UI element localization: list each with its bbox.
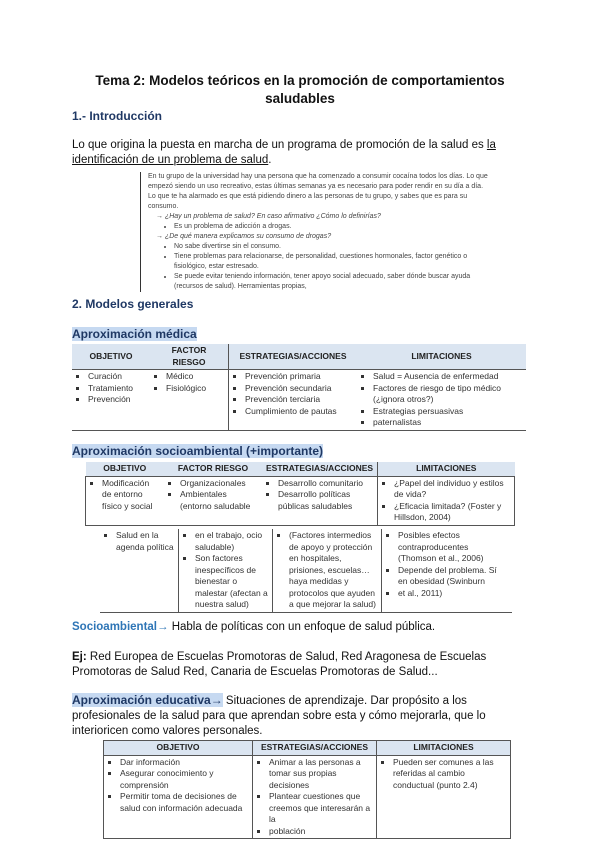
list-item: ▪ et al., 2011) — [398, 588, 508, 600]
list-item: ▪ Asegurar conocimiento y comprensión — [120, 768, 248, 791]
answer-2-list — [148, 242, 488, 292]
table-cell — [104, 755, 253, 839]
col-header: ESTRATEGIAS/ACCIONES — [253, 741, 377, 756]
bullet-list — [108, 757, 248, 815]
list-item: ▪ Curación — [88, 371, 146, 383]
example-label: Ej: — [72, 651, 87, 663]
col-header: OBJETIVO — [86, 462, 165, 476]
list-item: • Se puede evitar teniendo información, tener apoyo social adecuado, saber dónde buscar ayuda (recursos de salud). Herramientas propias, — [174, 272, 488, 292]
list-item: ▪ ¿Eficacia limitada? (Foster y Hillsdon, 2004) — [394, 501, 510, 524]
table-cell — [378, 476, 515, 525]
col-header: LIMITACIONES — [377, 741, 511, 756]
bullet-list — [90, 478, 160, 513]
intro-text: Lo que origina la puesta en marcha de un programa de promoción de la salud es — [72, 139, 487, 151]
answer-1-list — [148, 222, 488, 232]
col-header: FACTOR RIESGO — [164, 462, 262, 476]
list-item: ▪ Factores de riesgo de tipo médico (¿ignora otros?) — [373, 383, 522, 406]
table-cell — [262, 476, 378, 525]
list-item: ▪ Prevención secundaria — [245, 383, 353, 395]
educ-line — [72, 693, 532, 739]
socio-table-top — [85, 462, 515, 526]
col-header: OBJETIVO — [104, 741, 253, 756]
bullet-list — [154, 371, 224, 394]
socio-heading: Aproximación socioambiental (+importante) — [72, 444, 324, 458]
bullet-list — [233, 371, 353, 417]
intro-paragraph — [72, 138, 532, 168]
list-item: ▪ (Factores intermedios de apoyo y protección en hospitales, prisiones, escuelas…haya medidas y protocolos que ayuden a que mejorar la salud) — [289, 530, 377, 611]
socio-label: Socioambiental→ — [72, 621, 169, 633]
col-header: LIMITACIONES — [357, 344, 526, 370]
list-item: ▪ Plantear cuestiones que creemos que interesarán a la — [269, 791, 372, 826]
list-item: ▪ Organizacionales — [180, 478, 258, 490]
question-1: → ¿Hay un problema de salud? En caso afirmativo ¿Cómo lo definirías? — [156, 213, 381, 220]
list-item: ▪ ¿Papel del individuo y estilos de vida? — [394, 478, 510, 501]
list-item: ▪ Pueden ser comunes a las referidas al cambio conductual (punto 2.4) — [393, 757, 506, 792]
socio-line — [72, 620, 532, 635]
list-item: ▪ paternalistas — [373, 417, 522, 429]
list-item: ▪ Prevención terciaria — [245, 394, 353, 406]
table-cell — [100, 529, 179, 612]
socio-text: Habla de políticas con un enfoque de salud pública. — [168, 621, 436, 633]
table-cell — [150, 370, 229, 431]
list-item: ▪ Fisiológico — [166, 383, 224, 395]
example-line — [72, 650, 532, 680]
list-item: ▪ Depende del problema. Sí en obesidad (Swinburn — [398, 565, 508, 588]
bullet-list — [266, 478, 373, 513]
table-cell — [229, 370, 358, 431]
list-item: ▪ Posibles efectos contraproducentes (Thomson et al., 2006) — [398, 530, 508, 565]
list-item: ▪ Permitir toma de decisiones de salud con información adecuada — [120, 791, 248, 814]
bullet-list — [104, 530, 174, 553]
intro-underlined: la identificación de un problema de salud — [72, 139, 496, 166]
col-header: LIMITACIONES — [378, 462, 515, 476]
medical-table — [72, 344, 526, 431]
bullet-list — [381, 757, 506, 792]
list-item: ▪ Salud = Ausencia de enfermedad — [373, 371, 522, 383]
bullet-list — [386, 530, 508, 599]
table-cell — [164, 476, 262, 525]
section-models-heading: 2. Modelos generales — [72, 297, 194, 311]
medical-heading: Aproximación médica — [72, 327, 197, 341]
list-item: ▪ Tratamiento — [88, 383, 146, 395]
list-item: ▪ Prevención — [88, 394, 146, 406]
col-header: OBJETIVO — [72, 344, 150, 370]
list-item: ▪ Cumplimiento de pautas — [245, 406, 353, 418]
bullet-list — [168, 478, 258, 513]
list-item: ▪ Desarrollo comunitario — [278, 478, 373, 490]
socio-table-bottom — [100, 529, 512, 613]
table-cell — [382, 529, 513, 612]
bullet-list — [257, 757, 372, 838]
list-item: ▪ en el trabajo, ocio saludable) — [195, 530, 268, 553]
list-item: ▪ Ambientales (entorno saludable — [180, 489, 258, 512]
question-2: → ¿De qué manera explicamos su consumo de drogas? — [156, 233, 332, 240]
case-text: En tu grupo de la universidad hay una persona que ha comenzado a consumir cocaína todos los días. Lo que empezó siendo un uso recreativo, estas últimas semanas ya es necesario para poder rendir en su día a día. Lo que te ha alarmado es que está pidiendo dinero a las personas de tu grupo, y sabes que es para su consumo. — [148, 173, 488, 210]
list-item: ▪ Salud en la agenda política — [116, 530, 174, 553]
section-intro-heading: 1.- Introducción — [72, 109, 162, 123]
table-cell — [357, 370, 526, 431]
list-item: ▪ Son factores inespecíficos de bienestar o malestar (afectan a nuestra salud) — [195, 553, 268, 611]
table-cell — [179, 529, 273, 612]
bullet-list — [277, 530, 377, 611]
educ-text: Situaciones de aprendizaje. Dar propósito a los profesionales de la salud para que aprendan sobre esta y cómo mejorarla, que lo interioricen como valores personales. — [72, 695, 486, 737]
list-item: • Es un problema de adicción a drogas. — [174, 222, 488, 232]
bullet-list — [183, 530, 268, 611]
list-item: ▪ Prevención primaria — [245, 371, 353, 383]
educ-label: Aproximación educativa→ — [72, 693, 223, 707]
example-text: Red Europea de Escuelas Promotoras de Salud, Red Aragonesa de Escuelas Promotoras de Salud Red, Canaria de Escuelas Promotoras de Salud... — [72, 651, 487, 678]
table-cell — [253, 755, 377, 839]
list-item: • Tiene problemas para relacionarse, de personalidad, cuestiones hormonales, factor genético o fisiológico, estar estresado. — [174, 252, 488, 272]
bullet-list — [382, 478, 510, 524]
list-item: ▪ población — [269, 826, 372, 838]
col-header: FACTOR RIESGO — [150, 344, 229, 370]
bullet-list — [361, 371, 522, 429]
col-header: ESTRATEGIAS/ACCIONES — [229, 344, 358, 370]
table-cell — [377, 755, 511, 839]
table-cell — [72, 370, 150, 431]
embedded-case-image — [140, 172, 488, 292]
intro-end: . — [268, 154, 272, 166]
educ-table — [103, 740, 511, 839]
bullet-list — [76, 371, 146, 406]
list-item: ▪ Desarrollo políticas públicas saludables — [278, 489, 373, 512]
table-cell — [273, 529, 382, 612]
page-title: Tema 2: Modelos teóricos en la promoción de comportamientos saludables — [95, 73, 505, 106]
list-item: ▪ Médico — [166, 371, 224, 383]
table-cell — [86, 476, 165, 525]
list-item: • No sabe divertirse sin el consumo. — [174, 242, 488, 252]
col-header: ESTRATEGIAS/ACCIONES — [262, 462, 378, 476]
list-item: ▪ Animar a las personas a tomar sus propias decisiones — [269, 757, 372, 792]
list-item: ▪ Modificación de entorno físico y social — [102, 478, 160, 513]
list-item: ▪ Estrategias persuasivas — [373, 406, 522, 418]
list-item: ▪ Dar información — [120, 757, 248, 769]
